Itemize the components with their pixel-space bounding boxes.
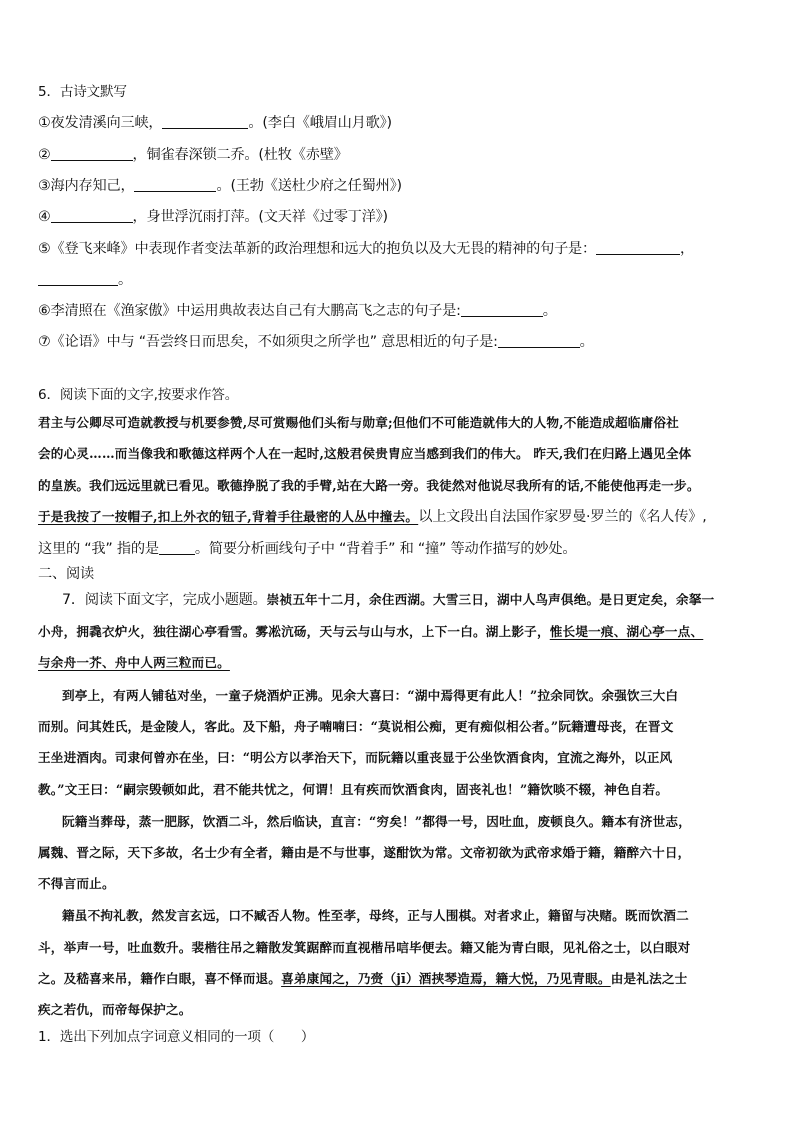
underlined-sentence: 与余舟一芥、舟中人两三粒而已。: [38, 655, 230, 670]
q5-title: 5．古诗文默写: [38, 84, 127, 100]
q7-passage-line: 阮籍当葬母，蒸一肥豚，饮酒二斗，然后临诀，直言：“穷矣！”都得一号，因吐血，废顿良久。籍本有济世志，: [62, 814, 691, 829]
section-title: 二、阅读: [38, 566, 94, 582]
answer-blank[interactable]: [159, 540, 195, 555]
q7-passage-line: 而别。问其姓氏，是金陵人，客此。及下船，舟子喃喃曰：“莫说相公痴，更有痴似相公者。”阮籍遭母丧，在晋文: [38, 719, 674, 734]
q5-item-4: ④ ，身世浮沉雨打萍。(文天祥《过零丁洋》): [38, 209, 388, 225]
answer-blank[interactable]: [51, 146, 133, 161]
q7-passage-line: 属魏、晋之际，天下多故，名士少有全者，籍由是不与世事，遂酣饮为常。文帝初欲为武帝求婚于籍，籍醉六十日，: [38, 845, 691, 860]
q5-item-3: ③海内存知己， 。(王勃《送杜少府之任蜀州》): [38, 178, 402, 194]
q6-passage-line: 于是我按了一按帽子,扣上外衣的钮子,背着手往最密的人丛中撞去。以上文段出自法国作家罗曼·罗兰的《名人传》,: [38, 509, 707, 525]
underlined-sentence: 惟长堤一痕、湖心亭一点、: [549, 624, 704, 639]
q7-passage-line: 到亭上，有两人铺毡对坐，一童子烧酒炉正沸。见余大喜曰：“湖中焉得更有此人！”拉余同饮。余强饮三大白: [62, 688, 679, 703]
q5-item-7: ⑦《论语》中与 “吾尝终日而思矣，不如须臾之所学也” 意思相近的句子是: 。: [38, 334, 594, 350]
q7-subquestion-1: 1．选出下列加点字词意义相同的一项（ ）: [38, 1029, 315, 1045]
answer-blank[interactable]: [461, 302, 543, 317]
q7-passage-line: 小舟，拥毳衣炉火，独往湖心亭看雪。雾凇沆砀，天与云与山与水，上下一白。湖上影子，惟长堤一痕、湖心亭一点、: [38, 624, 704, 639]
answer-blank[interactable]: [38, 271, 118, 286]
q6-passage-line: 君主与公卿尽可造就教授与机要参赞,尽可赏赐他们头衔与勋章;但他们不可能造就伟大的人物,不能造成超临庸俗社: [38, 415, 679, 430]
underlined-sentence: 于是我按了一按帽子,扣上外衣的钮子,背着手往最密的人丛中撞去。: [38, 509, 419, 524]
q5-item-2: ② ，铜雀春深锁二乔。(杜牧《赤壁》: [38, 147, 348, 163]
q7-passage-line: 教。”文王曰：“嗣宗毁顿如此，君不能共忧之，何谓！且有疾而饮酒食肉，固丧礼也！”籍饮啖不辍，神色自若。: [38, 782, 669, 797]
q7-passage-line: 籍虽不拘礼教，然发言玄远，口不臧否人物。性至孝，母终，正与人围棋。对者求止，籍留与决赌。既而饮酒二: [62, 908, 689, 923]
answer-blank[interactable]: [51, 208, 133, 223]
q5-item-5-cont: 。: [38, 270, 764, 290]
answer-blank[interactable]: [162, 114, 248, 129]
q5-item-5: ⑤《登飞来峰》中表现作者变法革新的政治理想和远大的抱负以及大无畏的精神的句子是： ，: [38, 241, 695, 257]
q7-passage-line: [38, 653, 764, 673]
q5-item-6: ⑥李清照在《渔家傲》中运用典故表达自己有大鹏高飞之志的句子是: 。: [38, 303, 557, 319]
q7-passage-line: 斗，举声一号，吐血数升。裴楷往吊之籍散发箕踞醉而直视楷吊唁毕便去。籍又能为青白眼，见礼俗之士，以白眼对: [38, 940, 691, 955]
q7-passage-line: 不得言而止。: [38, 876, 115, 891]
q6-passage-line: 的皇族。我们远远里就已看见。歌德挣脱了我的手臂,站在大路一旁。我徒然对他说尽我所有的话,不能使他再走一步。: [38, 478, 700, 493]
q5-item-1: ①夜发清溪向三峡， 。(李白《峨眉山月歌》): [38, 115, 392, 131]
answer-blank[interactable]: [134, 177, 216, 192]
answer-blank[interactable]: [498, 333, 580, 348]
q7-passage-line: 王坐进酒肉。司隶何曾亦在坐，曰：“明公方以孝治天下，而阮籍以重丧显于公坐饮酒食肉，宜流之海外，以正风: [38, 750, 673, 765]
q6-title: 6．阅读下面的文字,按要求作答。: [38, 387, 239, 403]
q7-passage-line: 之。及嵇喜来吊，籍作白眼，喜不怿而退。喜弟康闻之，乃赍（jī）酒挟琴造焉，籍大悦，乃见青眼。由是礼法之士: [38, 971, 688, 986]
q7-passage-line: 疾之若仇，而帝每保护之。: [38, 1002, 192, 1017]
q6-passage-line: 会的心灵……而当像我和歌德这样两个人在一起时,这般君侯贵胄应当感到我们的伟大。 昨天,我们在归路上遇见全体: [38, 446, 692, 461]
underlined-sentence: 喜弟康闻之，乃赍（jī）酒挟琴造焉，籍大悦，乃见青眼。: [281, 971, 611, 986]
q7-passage-line: 7．阅读下面文字，完成小题题。崇祯五年十二月，余住西湖。大雪三日，湖中人鸟声俱绝。是日更定矣，余拏一: [62, 592, 715, 608]
q6-question: 这里的 “我” 指的是 。简要分析画线句子中 “背着手” 和 “撞” 等动作描写的妙处。: [38, 541, 577, 557]
answer-blank[interactable]: [596, 240, 680, 255]
